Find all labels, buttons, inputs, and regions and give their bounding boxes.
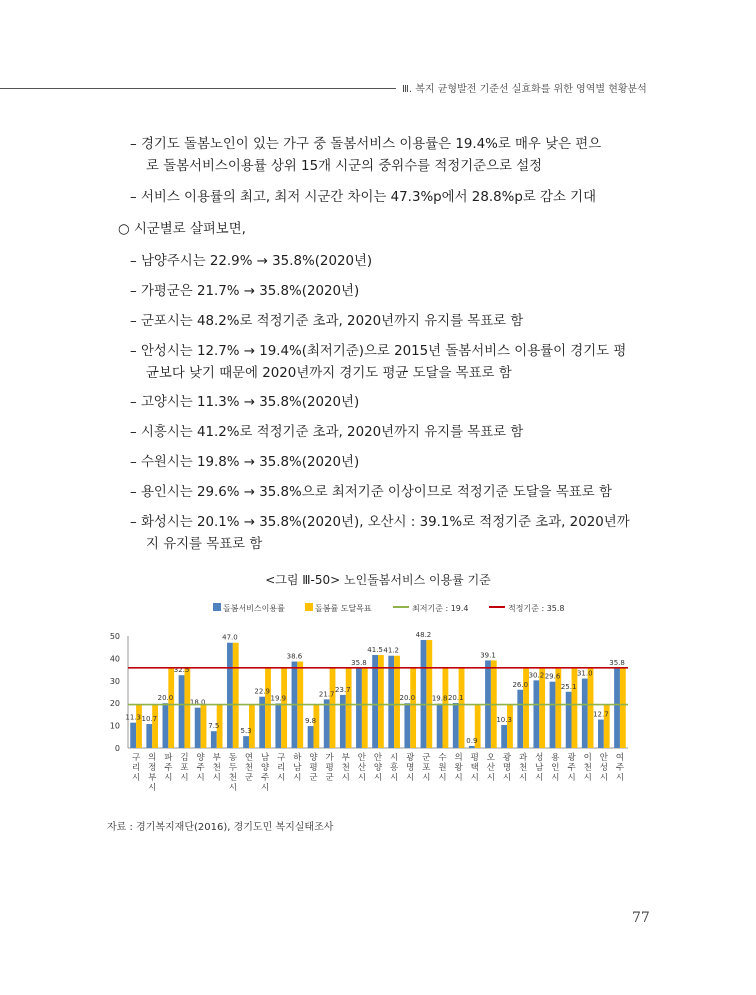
body-line: 균보다 낮기 때문에 2020년까지 경기도 평균 도달을 목표로 함 xyxy=(146,366,512,381)
x-tick-label: 구 리 시 xyxy=(277,753,286,783)
data-label: 19.8 xyxy=(431,694,448,703)
bar-usage-rate xyxy=(275,703,281,748)
bar-usage-rate xyxy=(372,655,378,748)
x-tick-label: 안 성 시 xyxy=(599,753,608,783)
data-label: 39.1 xyxy=(480,651,496,660)
x-tick-label: 수 원 시 xyxy=(438,753,447,783)
data-label: 29.6 xyxy=(544,672,561,681)
page-number: 77 xyxy=(632,910,650,926)
legend-swatch xyxy=(305,603,313,611)
data-label: 31.0 xyxy=(576,669,593,678)
bar-usage-rate xyxy=(163,703,169,748)
data-label: 11.3 xyxy=(125,713,141,722)
x-tick-label: 연 천 군 xyxy=(244,753,254,783)
body-line: 로 돌봄서비스이용률 상위 15개 시군의 중위수를 적정기준으로 설정 xyxy=(146,159,543,174)
x-tick-label: 이 천 시 xyxy=(583,753,592,783)
body-line: – 시흥시는 41.2%로 적정기준 초과, 2020년까지 유지를 목표로 함 xyxy=(130,425,524,440)
body-line: – 경기도 돌봄노인이 있는 가구 중 돌봄서비스 이용률은 19.4%로 매우 낮은 편으 xyxy=(130,137,602,152)
data-label: 20.0 xyxy=(157,694,174,703)
bar-usage-rate xyxy=(566,692,572,748)
data-label: 21.7 xyxy=(318,690,335,699)
data-label: 41.2 xyxy=(383,646,400,655)
bar-usage-rate xyxy=(582,679,588,748)
x-tick-label: 광 주 시 xyxy=(567,753,576,783)
data-label: 10.3 xyxy=(496,715,512,724)
x-tick-label: 성 남 시 xyxy=(535,753,544,783)
bar-usage-rate xyxy=(550,682,556,748)
x-tick-label: 의 정 부 시 xyxy=(148,753,157,793)
bar-usage-rate xyxy=(195,708,201,748)
body-line: – 화성시는 20.1% → 35.8%(2020년), 오산시 : 39.1%로 적정기준 초과, 2020년까 xyxy=(130,515,630,530)
legend-swatch xyxy=(213,603,221,611)
data-label: 30.2 xyxy=(528,671,545,680)
bar-usage-rate xyxy=(356,668,362,748)
x-tick-label: 광 명 시 xyxy=(502,753,512,783)
x-tick-label: 의 왕 시 xyxy=(454,753,463,783)
bar-usage-rate xyxy=(598,720,604,748)
data-label: 38.6 xyxy=(286,652,303,661)
bar-chart xyxy=(0,590,756,810)
bar-usage-rate xyxy=(453,703,459,748)
bar-target-rate xyxy=(265,668,271,748)
bar-target-rate xyxy=(572,668,578,748)
section-bullet: ○ 시군별로 살펴보면, xyxy=(118,222,246,237)
y-tick-label: 20 xyxy=(109,699,120,709)
legend-label: 돌봄서비스이용률 xyxy=(223,604,285,613)
data-label: 0.9 xyxy=(466,736,478,745)
bar-usage-rate xyxy=(340,695,346,748)
running-header: Ⅲ. 복지 균형발전 기준선 실효화를 위한 영역별 현황분석 xyxy=(402,84,647,95)
bar-usage-rate xyxy=(614,668,620,748)
bar-usage-rate xyxy=(211,731,217,748)
body-line: – 군포시는 48.2%로 적정기준 초과, 2020년까지 유지를 목표로 함 xyxy=(130,314,524,329)
bar-usage-rate xyxy=(146,724,152,748)
bar-target-rate xyxy=(313,705,319,748)
bar-target-rate xyxy=(233,643,239,748)
bar-usage-rate xyxy=(388,656,394,748)
bar-usage-rate xyxy=(130,723,136,748)
legend-label: 돌봄률 도달목표 xyxy=(315,604,372,613)
bar-usage-rate xyxy=(517,690,523,748)
x-tick-label: 오 산 시 xyxy=(486,753,496,783)
x-tick-label: 평 택 시 xyxy=(470,753,479,783)
bar-target-rate xyxy=(588,668,594,748)
bar-target-rate xyxy=(330,668,336,748)
bar-target-rate xyxy=(620,668,626,748)
x-tick-label: 시 흥 시 xyxy=(390,753,399,783)
bar-target-rate xyxy=(184,668,190,748)
bar-target-rate xyxy=(168,668,174,748)
bar-usage-rate xyxy=(227,643,233,748)
data-label: 5.3 xyxy=(240,727,252,736)
data-label: 20.0 xyxy=(399,694,416,703)
body-line: – 서비스 이용률의 최고, 최저 시군간 차이는 47.3%p에서 28.8%p로 감소 기대 xyxy=(130,190,597,205)
data-label: 10.7 xyxy=(141,715,158,724)
bar-usage-rate xyxy=(421,640,427,748)
data-label: 35.8 xyxy=(351,658,367,667)
x-tick-label: 용 인 시 xyxy=(551,753,560,783)
x-tick-label: 과 천 시 xyxy=(519,753,528,783)
body-line: – 안성시는 12.7% → 19.4%(최저기준)으로 2015년 돌봄서비스 이용률이 경기도 평 xyxy=(130,344,627,359)
y-tick-label: 40 xyxy=(109,654,120,664)
data-label: 18.0 xyxy=(189,698,206,707)
bar-usage-rate xyxy=(404,703,410,748)
body-line: – 고양시는 11.3% → 35.8%(2020년) xyxy=(130,395,360,410)
bar-target-rate xyxy=(410,668,416,748)
bar-target-rate xyxy=(281,668,287,748)
bar-target-rate xyxy=(152,705,158,748)
data-label: 7.5 xyxy=(208,722,220,731)
x-tick-label: 파 주 시 xyxy=(164,753,173,783)
x-tick-label: 양 주 시 xyxy=(196,753,205,783)
bar-target-rate xyxy=(459,668,465,748)
header-rule xyxy=(0,88,396,89)
body-line: – 용인시는 29.6% → 35.8%으로 최저기준 이상이므로 적정기준 도달을 목표로 함 xyxy=(130,485,612,500)
x-tick-label: 안 양 시 xyxy=(373,753,383,783)
bar-usage-rate xyxy=(243,736,249,748)
x-tick-label: 김 포 시 xyxy=(180,753,189,783)
bar-target-rate xyxy=(362,668,368,748)
x-tick-label: 군 포 시 xyxy=(422,753,431,783)
source-note: 자료 : 경기복지재단(2016), 경기도민 복지실태조사 xyxy=(107,822,334,833)
x-tick-label: 광 명 시 xyxy=(406,753,415,783)
x-tick-label: 부 천 시 xyxy=(341,753,350,783)
data-label: 25.1 xyxy=(560,682,577,691)
data-label: 9.8 xyxy=(305,717,317,726)
bar-target-rate xyxy=(201,705,207,748)
data-label: 20.1 xyxy=(447,693,464,702)
bar-usage-rate xyxy=(308,726,314,748)
data-label: 23.7 xyxy=(335,685,351,694)
x-tick-label: 여 주 시 xyxy=(615,753,625,783)
x-tick-label: 하 남 시 xyxy=(293,753,302,783)
bar-target-rate xyxy=(346,668,352,748)
y-tick-label: 30 xyxy=(109,676,120,686)
x-tick-label: 가 평 군 xyxy=(325,753,334,783)
body-line: 지 유지를 목표로 함 xyxy=(146,537,263,552)
data-label: 26.0 xyxy=(512,680,529,689)
y-tick-label: 0 xyxy=(114,744,120,753)
data-label: 48.2 xyxy=(415,631,432,640)
bar-usage-rate xyxy=(437,704,443,748)
data-label: 12.7 xyxy=(593,710,609,719)
data-label: 22.9 xyxy=(254,687,270,696)
body-line: – 가평군은 21.7% → 35.8%(2020년) xyxy=(130,284,360,299)
legend-label: 적정기준 : 35.8 xyxy=(508,604,565,613)
bar-target-rate xyxy=(507,705,513,748)
x-tick-label: 구 리 시 xyxy=(131,753,141,783)
bar-target-rate xyxy=(443,668,449,748)
bar-usage-rate xyxy=(324,699,330,748)
x-tick-label: 양 평 군 xyxy=(309,753,318,783)
bar-usage-rate xyxy=(501,725,507,748)
body-line: – 남양주시는 22.9% → 35.8%(2020년) xyxy=(130,254,373,269)
x-tick-label: 남 양 주 시 xyxy=(260,753,270,793)
bar-usage-rate xyxy=(469,746,475,748)
data-label: 47.0 xyxy=(222,633,238,642)
bar-target-rate xyxy=(378,655,384,748)
data-label: 35.8 xyxy=(609,658,625,667)
body-line: – 수원시는 19.8% → 35.8%(2020년) xyxy=(130,455,360,470)
y-tick-label: 10 xyxy=(109,721,120,731)
data-label: 19.9 xyxy=(270,694,287,703)
x-tick-label: 안 산 시 xyxy=(357,753,366,783)
data-label: 32.5 xyxy=(173,666,190,675)
y-tick-label: 50 xyxy=(109,632,120,641)
x-tick-label: 동 두 천 시 xyxy=(228,753,237,793)
figure-title: <그림 Ⅲ-50> 노인돌봄서비스 이용률 기준 xyxy=(265,573,491,587)
bar-target-rate xyxy=(136,705,142,748)
bar-usage-rate xyxy=(179,675,185,748)
data-label: 41.5 xyxy=(367,646,383,655)
bar-usage-rate xyxy=(533,680,539,748)
legend-label: 최저기준 : 19.4 xyxy=(412,604,469,613)
x-tick-label: 부 천 시 xyxy=(212,753,221,783)
